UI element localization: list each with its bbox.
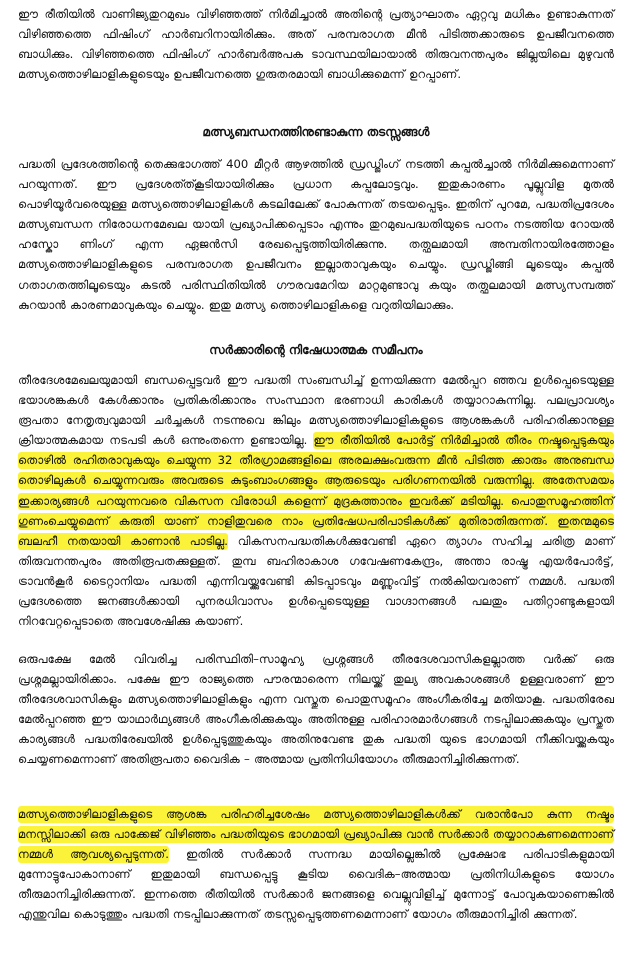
paragraph-port-impact: ഈ രീതിയിൽ വാണിജ്യതുറമുഖം വിഴിഞ്ഞത്ത് നിർമിച്ചാൽ അതിന്റെ പ്രത്യാഘാതം ഏറ്റവു മധികം ഉണ്ടാകുന്നത് വിഴിഞ്ഞത്തെ ഫിഷിംഗ് ഹാർബറിനായിരിക്കും. അത് പരമ്പരാഗത മീൻ പിടിത്തക്കാരുടെ ഉപജീവനത്തെ ബാധിക്കും. വിഴിഞ്ഞത്തെ ഫിഷിംഗ് ഹാർബർഅപക ടാവസ്ഥയിലായാൽ തിരുവനന്തപുരം ജില്ലയിലെ മുഴുവൻ മത്സ്യത്തൊഴിലാളികളുടെയും ഉപജീവനത്തെ ഗുരുതരമായി ബാധിക്കുമെന്ന് ഉറപ്പാണ്.: [18, 7, 614, 82]
paragraph-text: വികസനപദ്ധതികൾക്കുവേണ്ടി ഏറെ ത്യാഗം സഹിച്ച ചരിത്ര മാണ് തിരുവനന്തപുരം അതിരൂപതക്കുള്ളത്. തുമ്പ ബഹിരാകാശ ഗവേഷണകേന്ദ്രം, അന്താ രാഷ്ട്ര എയർപോർട്ട്, ട്രാവൻകൂർ ടൈറ്റാനിയം പദ്ധതി എന്നിവയ്ക്കുവേണ്ടി കിടപ്പാടവും മണ്ണുംവിട്ട് നൽകിയവരാണ് നമ്മൾ. പദ്ധതി പ്രദേശത്തെ ജനങ്ങൾക്കായി പുനരധിവാസം ഉൾപ്പെടെയുള്ള വാഗ്ദാനങ്ങൾ പലതും പതിറ്റാണ്ടുകളായി നിറവേറ്റപ്പെടാതെ അവശേഷിക്കു കയാണ്.: [18, 533, 614, 629]
paragraph-dredging: പദ്ധതി പ്രദേശത്തിന്റെ തെക്കുഭാഗത്ത് 400 മീറ്റർ ആഴത്തിൽ ഡ്രഡ്ജിംഗ് നടത്തി കപ്പൽച്ചാൽ നിർമിക്കുമെന്നാണ് പറയുന്നത്. ഈ പ്രദേശത്ത്കൂടിയായിരിക്കും പ്രധാന കപ്പലോട്ടവും. ഇതുകാരണം പൂല്ലുവിള മുതൽ പൊഴിയൂർവരെയുള്ള മത്സ്യത്തൊഴിലാളികൾ കടലിലേക്ക് പോകുന്നത് തടയപ്പെടും. ഇതിന് പുറമേ, പദ്ധതിപ്രദേശം മത്സ്യബന്ധന നിരോധനമേഖല യായി പ്രഖ്യാപിക്കപ്പെടാം എന്നും തുറമുഖപദ്ധതിയുടെ പഠനം നടത്തിയ റോയൽ ഹസ്കോ ണിംഗ് എന്ന ഏജൻസി രേഖപ്പെടുത്തിയിരിക്കുന്നു. തത്ഫലമായി അമ്പതിനായിരത്തോളം മത്സ്യത്തൊഴിലാളികളുടെ പരമ്പരാഗത ഉപജീവനം ഇല്ലാതാവുകയും ചെയ്യും. ഡ്രഡ്ജിങ്ങി ലൂടെയും കപ്പൽ ഗതാഗതത്തിലൂടെയും കടൽ പരിസ്ഥിതിയിൽ ഗൗരവമേറിയ മാറ്റമുണ്ടാവു കയും തത്ഫലമായി മത്സ്യസമ്പത്ത് കുറയാൻ കാരണമാവുകയും ചെയ്യും. ഇതു മത്സ്യ ത്തൊഴിലാളികളെ വറുതിയിലാക്കും.: [18, 157, 614, 312]
paragraph-equal-rights: ഒരുപക്ഷേ മേൽ വിവരിച്ച പരിസ്ഥിതി–സാമൂഹ്യ പ്രശ്നങ്ങൾ തീരദേശവാസികളല്ലാത്ത വർക്ക് ഒരു പ്രശ്നമല്ലായിരിക്കാം. പക്ഷേ ഈ രാജ്യത്തെ പൗരന്മാരെന്ന നിലയ്ക്ക് തുല്യ അവകാശങ്ങൾ ഉള്ളവരാണ് ഈ തീരദേശവാസികളും മത്സ്യത്തൊഴിലാളികളും എന്ന വസ്തുത പൊതുസമൂഹം അംഗീകരിച്ചേ മതിയാകൂ. പദ്ധതിരേഖ മേൽപ്പറഞ്ഞ ഈ യാഥാർഥ്യങ്ങൾ അംഗീകരിക്കുകയും അതിനുള്ള പരിഹാരമാർഗങ്ങൾ നടപ്പിലാക്കുകയും പ്രസ്തുത കാര്യങ്ങൾ പദ്ധതിരേഖയിൽ ഉൾപ്പെടുത്തുകയും അതിനുവേണ്ട തുക പദ്ധതി യുടെ ഭാഗമായി നീക്കിവയ്ക്കുകയും ചെയ്യണമെന്നാണ് അതിരൂപതാ വൈദിക – അത്മായ പ്രതിനിധിയോഗം തീരുമാനിച്ചിരിക്കുന്നത്.: [18, 652, 614, 767]
heading-government-approach: സർക്കാരിന്റെ നിഷേധാത്മക സമീപനം: [209, 343, 423, 357]
paragraph-text: ഇതിൽ സർക്കാർ സന്നദ്ധ മായില്ലെങ്കിൽ പ്രക്ഷോഭ പരിപാടികളുമായി മുന്നോട്ടുപോകാനാണ് ഇതുമായി ബന്ധപ്പെട്ടു കൂടിയ വൈദിക–അത്മായ പ്രതിനിധികളുടെ യോഗം തീരുമാനിച്ചിരിക്കുന്നത്. ഇന്നത്തെ രീതിയിൽ സർക്കാർ ജനങ്ങളെ വെല്ലുവിളിച്ച് മുന്നോട്ട് പോവുകയാണെങ്കിൽ എന്തുവില കൊടുത്തും പദ്ധതി നടപ്പിലാക്കുന്നത് തടസ്സപ്പെടുത്തണമെന്നാണ് യോഗം തീരുമാനിച്ചിരി ക്കുന്നത്.: [18, 847, 615, 922]
heading-fishing-obstacles: മത്സ്യബന്ധനത്തിനുണ്ടാകുന്ന തടസ്സങ്ങൾ: [202, 125, 430, 139]
highlighted-text: ഈ രീതിയിൽ പോർട്ട് നിർമിച്ചാൽ തീരം നഷ്ടപ്പെടുകയും തൊഴിൽ രഹിതരാവുകയും ചെയ്യുന്ന 32 തീരഗ്രാമങ്ങളിലെ അരലക്ഷംവരുന്ന മീൻ പിടിത്ത ക്കാരും അനുബന്ധ തൊഴിലുകൾ ചെയ്യുന്നവരും അവരുടെ കുടുംബാംഗങ്ങളും ആരുടെയും പരിഗണനയിൽ വരുന്നില്ല. അതേസമയം ഇക്കാര്യങ്ങൾ പറയുന്നവരെ വികസന വിരോധി കളെന്ന് മുദ്രകുത്താനും ഇവർക്ക് മടിയില്ല. പൊതുസമൂഹത്തിന് ഗുണംചെയ്യുമെന്ന് കരുതി യാണ് നാളിതുവരെ നാം പ്രതിഷേധപരിപാടികൾക്ക് മുതിരാതിരുന്നത്. ഇതന്മമുടെ ബലഹീ നതയായി കാണാൻ പാടില്ല.: [18, 433, 614, 548]
paragraph-text: തീരദേശമേഖലയുമായി ബന്ധപ്പെട്ടവർ ഈ പദ്ധതി സംബന്ധിച്ച് ഉന്നയിക്കുന്ന മേൽപ്പറ ഞ്ഞവ ഉൾപ്പെടെയുള്ള ഭയാശങ്കകൾ കേൾക്കാനും പ്രതികരിക്കാനും സംസ്ഥാന ഭരണാധി കാരികൾ തയ്യാറാകുന്നില്ല. പലപ്രാവശ്യം രൂപതാ നേതൃത്വവുമായി ചർച്ചകൾ നടന്നുവെ ങ്കിലും മത്സ്യത്തൊഴിലാളികളുടെ ആശങ്കകൾ പരിഹരിക്കാനുള്ള ക്രിയാത്മകമായ നടപടി കൾ ഒന്നുംതന്നെ ഉണ്ടായില്ല.: [18, 373, 614, 448]
highlighted-text: മത്സ്യത്തൊഴിലാളികളുടെ ആശങ്ക പരിഹരിച്ചശേഷം മത്സ്യത്തൊഴിലാളികൾക്ക് വരാൻപോ കുന്ന നഷ്ടം മനസ്സിലാക്കി ഒരു പാക്കേജ് വിഴിഞ്ഞം പദ്ധതിയുടെ ഭാഗമായി പ്രഖ്യാപിക്കു വാൻ സർക്കാർ തയ്യാറാകണമെന്നാണ് നമ്മൾ ആവശ്യപ്പെടുന്നത്.: [18, 807, 614, 862]
paragraph-government-response: [18, 370, 614, 631]
paragraph-package-demand: [18, 804, 614, 925]
